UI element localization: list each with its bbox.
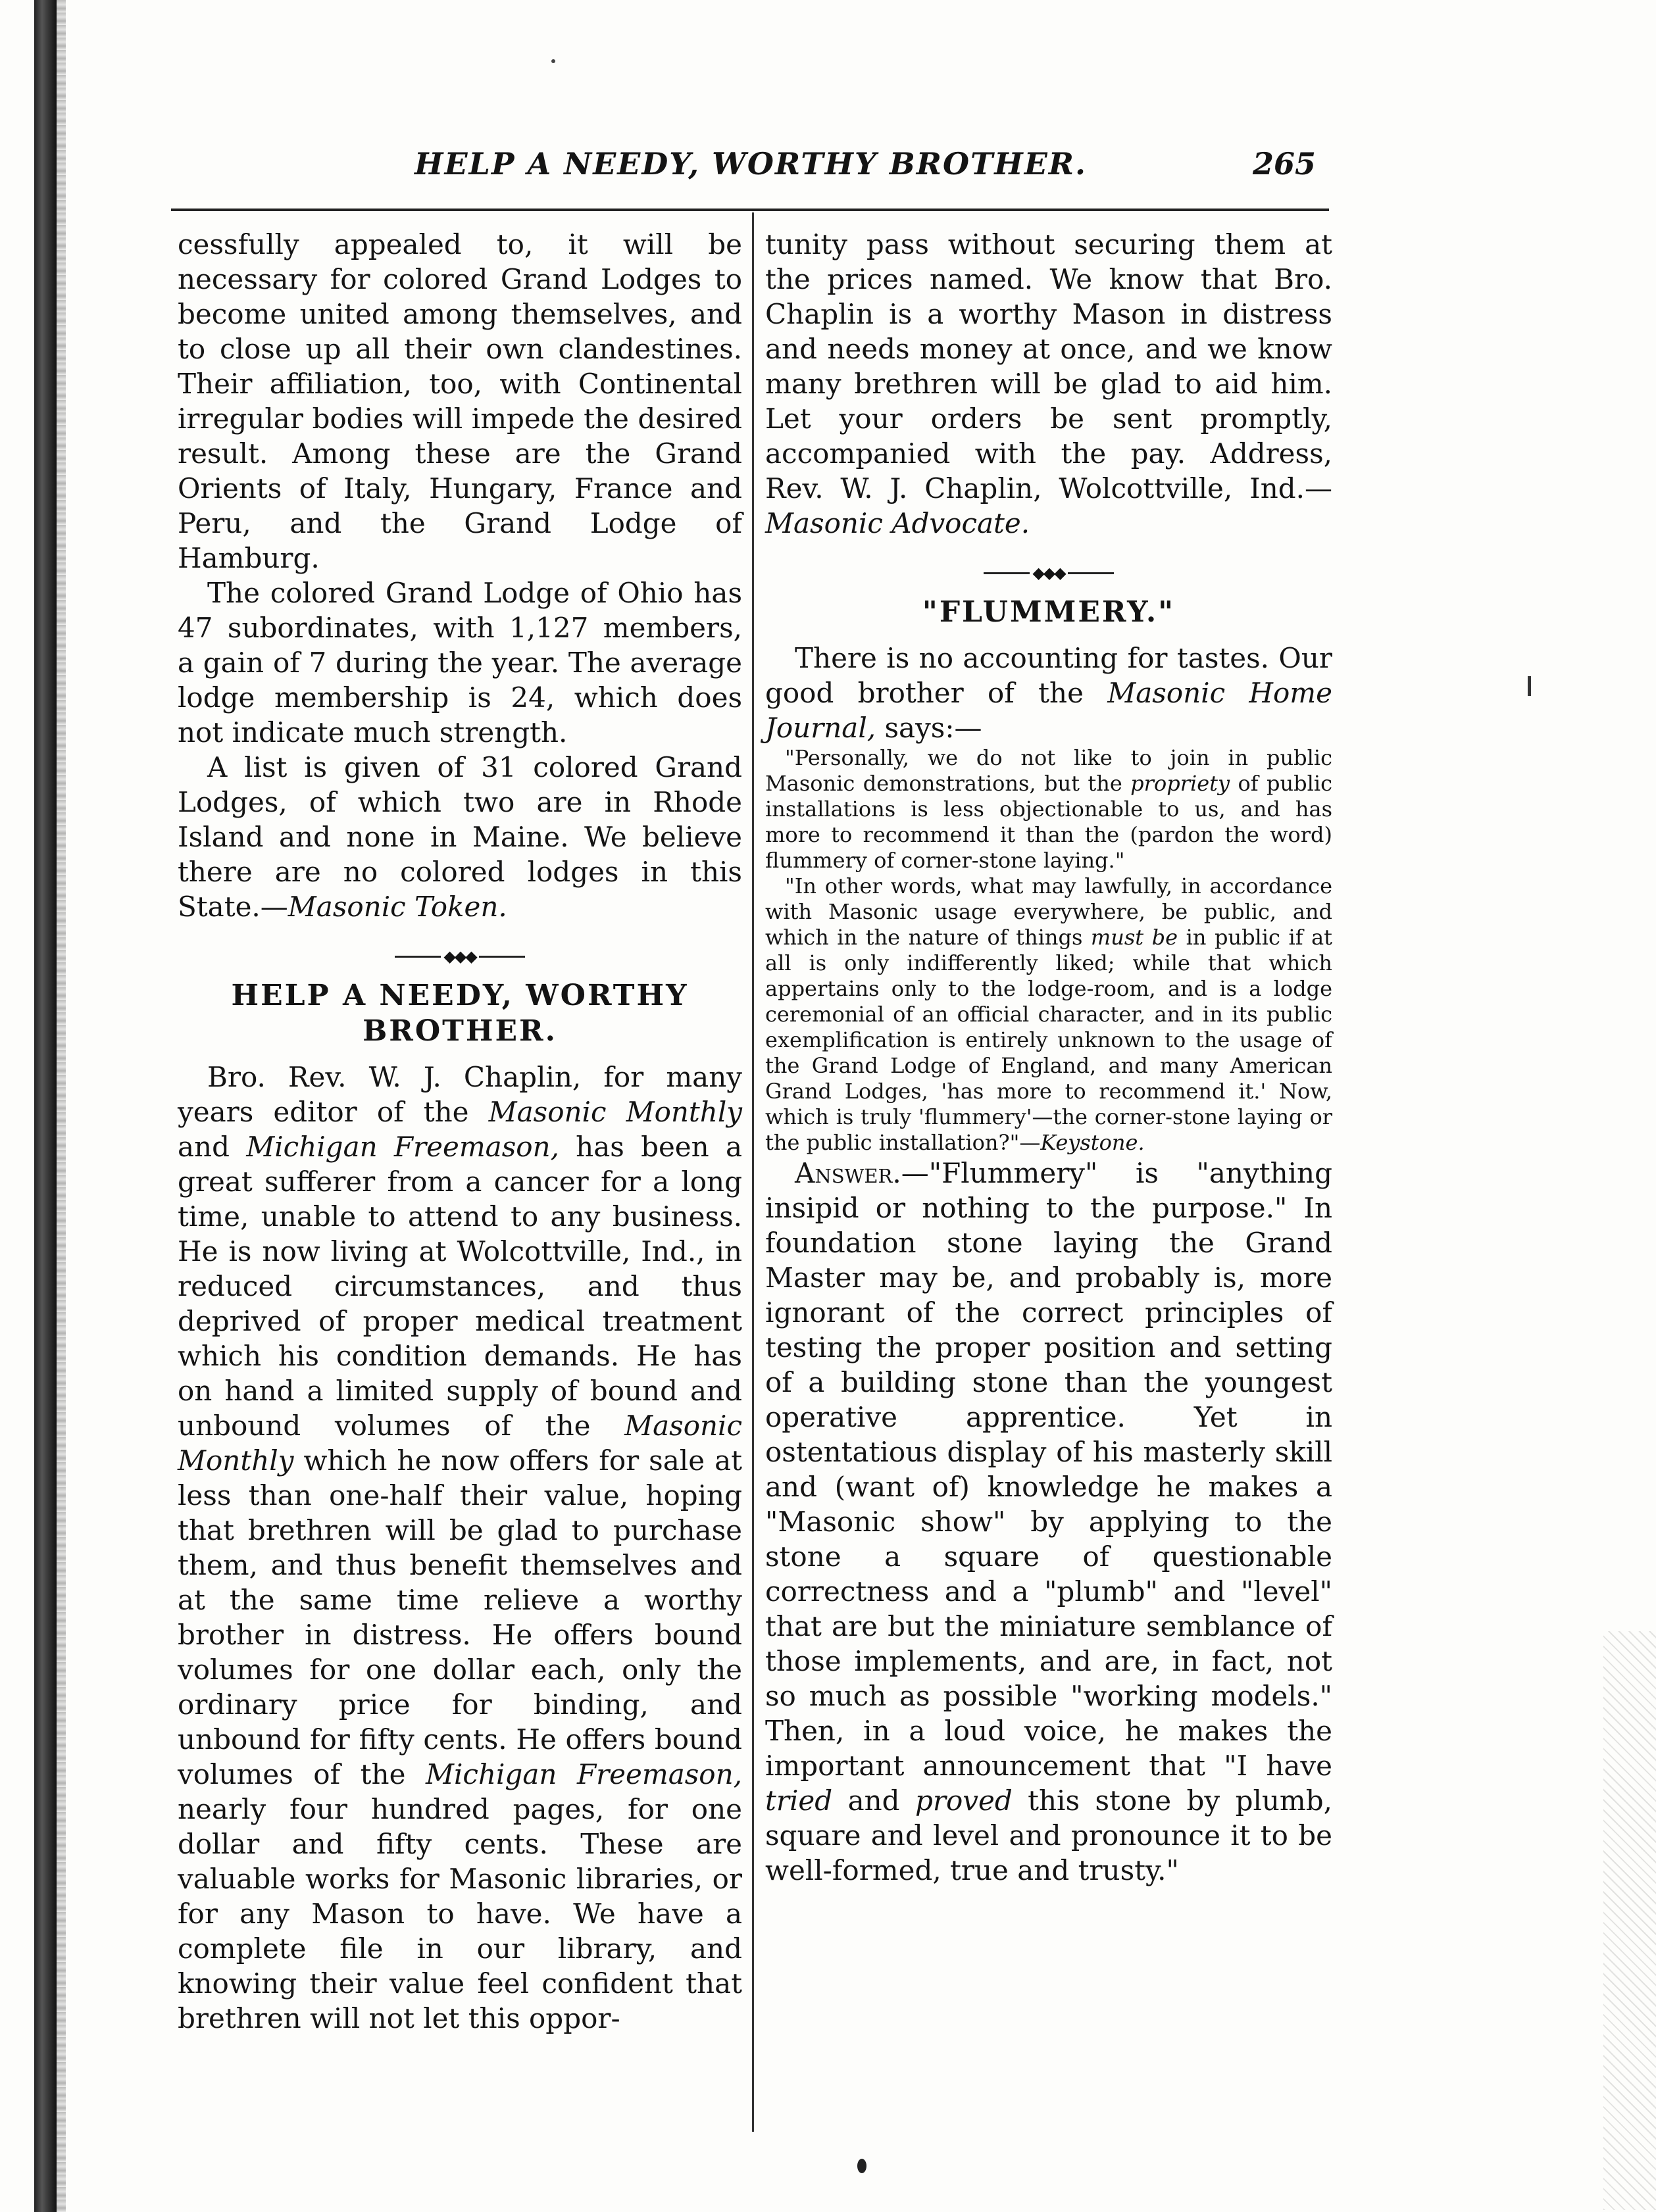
paragraph xyxy=(765,641,1332,745)
italic-title: Masonic Monthly xyxy=(178,1410,742,1477)
paragraph xyxy=(765,1156,1332,1888)
paragraph xyxy=(765,227,1332,541)
paragraph-text: A list is given of 31 colored Grand Lodges, of which two are in Rhode Island and none in Maine. We believe there are no colored lodges in this State.— xyxy=(178,751,742,923)
scan-dot xyxy=(551,59,555,63)
running-head: HELP A NEEDY, WORTHY BROTHER. xyxy=(414,146,1088,182)
paragraph-text: has been a great sufferer from a cancer for a long time, unable to attend to any business. He is now living at Wolcottville, Ind., in reduced circumstances, and thus deprived of proper medical treatment which his condition demands. He has on hand a limited supply of bound and unbound volumes of the xyxy=(178,1131,743,1442)
quotation-text: in public if at all is only indifferently liked; while that which appertains only to the lodge-room, and is a lodge ceremonial of an official character, and in its public exemplification is entirely unknown to the usage of the Grand Lodge of England, and many American Grand Lodges, 'has more to recommend it.' Now, which is truly 'flummery'—the corner-stone laying or the public installation?"— xyxy=(765,925,1333,1155)
quotation xyxy=(765,745,1332,873)
paragraph-text: says:— xyxy=(876,712,982,744)
paragraph-text: this stone by plumb, square and level and pronounce it to be well-formed, true and trusty." xyxy=(765,1784,1332,1886)
italic-word: must be xyxy=(1090,925,1178,950)
paragraph-text: tunity pass without securing them at the prices named. We know that Bro. Chaplin is a worthy Mason in distress and needs money at once, and we know many brethren will be glad to aid him. Let your orders be sent promptly, accompanied with the pay. Address, Rev. W. J. Chaplin, Wolcottville, Ind.— xyxy=(765,228,1332,504)
source-citation: Keystone. xyxy=(1040,1130,1145,1155)
section-ornament: ◆◆◆ xyxy=(178,939,742,974)
quotation-text: "Personally, we do not like to join in public Masonic demonstrations, but the xyxy=(765,745,1332,796)
article-heading: HELP A NEEDY, WORTHY BROTHER. xyxy=(231,979,689,1048)
footer-mark xyxy=(857,2159,866,2173)
page-number: 265 xyxy=(1252,146,1316,182)
quotation-text: of public installations is less objectionable to us, and has more to recommend it than the (pardon the word) flummery of corner-stone laying." xyxy=(765,771,1333,873)
paragraph-text: and xyxy=(832,1784,915,1817)
italic-title: Masonic Monthly xyxy=(488,1096,743,1128)
paragraph-text: There is no accounting for tastes. Our good brother of the xyxy=(765,642,1332,709)
paragraph-text: which he now offers for sale at less than one-half their value, hoping that brethren will be glad to purchase them, and thus benefit themselves and at the same time relieve a worthy brother in distress. He offers bound volumes for one dollar each, only the ordinary price for binding, and unbound for fifty cents. He offers bound volumes of the xyxy=(178,1444,742,1790)
italic-word: tried xyxy=(765,1784,833,1817)
page-header xyxy=(178,146,1322,192)
italic-title: Masonic Home Journal, xyxy=(765,677,1332,744)
italic-word: propriety xyxy=(1130,771,1230,796)
italic-word: proved xyxy=(915,1784,1013,1817)
page-gutter-edge xyxy=(57,0,66,2212)
paragraph: The colored Grand Lodge of Ohio has 47 subordinates, with 1,127 members, a gain of 7 during the year. The average lodge membership is 24, which does not indicate much strength. xyxy=(178,577,742,749)
left-column xyxy=(178,227,742,2036)
quotation-text: "In other words, what may lawfully, in accordance with Masonic usage everywhere, be public, and which in the nature of things xyxy=(765,873,1332,950)
scan-mark xyxy=(1528,676,1531,696)
header-rule xyxy=(171,209,1329,211)
article-heading: "FLUMMERY." xyxy=(922,595,1176,629)
quotation xyxy=(765,873,1332,1156)
scan-speckle xyxy=(1603,1631,1656,2210)
paragraph-text: and xyxy=(178,1131,247,1163)
paragraph xyxy=(178,1060,742,2036)
paragraph: cessfully appealed to, it will be necessary for colored Grand Lodges to become united among themselves, and to close up all their own clandestines. Their affiliation, too, with Continental irregular bodies will impede the desired result. Among these are the Grand Orients of Italy, Hungary, France and Peru, and the Grand Lodge of Hamburg. xyxy=(178,228,742,574)
paragraph-text: nearly four hundred pages, for one dollar and fifty cents. These are valuable works for Masonic libraries, or for any Mason to have. We have a complete file in our library, and knowing their value feel confident that brethren will not let this oppor- xyxy=(178,1793,742,2034)
paragraph-text: —"Flummery" is "anything insipid or nothing to the purpose." In foundation stone laying the Grand Master may be, and probably is, more ignorant of the correct principles of testing the proper position and setting of a building stone than the youngest operative apprentice. Yet in ostentatious display of his masterly skill and (want of) knowledge he makes a "Masonic show" by applying to the stone a square of questionable correctness and a "plumb" and "level" that are but the miniature semblance of those implements, and are, in fact, not so much as possible "working models." Then, in a loud voice, he makes the important announcement that "I have xyxy=(765,1157,1332,1782)
paragraph-text: Bro. Rev. W. J. Chaplin, for many years editor of the xyxy=(178,1061,742,1128)
section-ornament: ◆◆◆ xyxy=(765,555,1332,591)
source-citation: Masonic Advocate. xyxy=(765,507,1030,539)
column-divider xyxy=(752,212,754,2132)
answer-label: Answer. xyxy=(795,1157,901,1189)
italic-title: Michigan Freemason, xyxy=(425,1758,742,1790)
paragraph xyxy=(178,750,742,924)
right-column xyxy=(765,227,1332,1888)
italic-title: Michigan Freemason, xyxy=(246,1131,559,1163)
book-spine-shadow xyxy=(34,0,57,2212)
source-citation: Masonic Token. xyxy=(288,891,507,923)
